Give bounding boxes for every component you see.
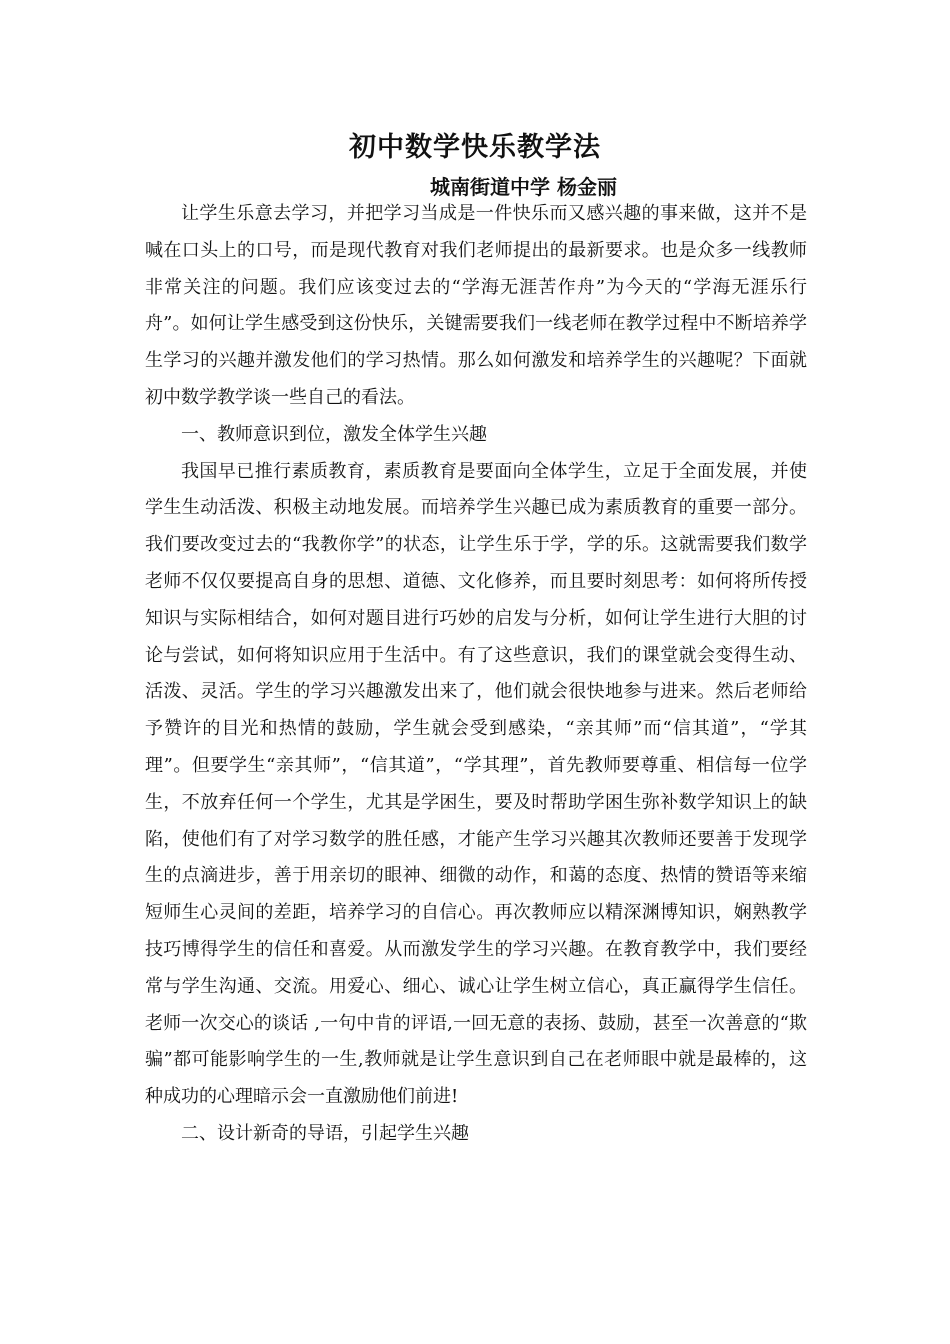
document-title: 初中数学快乐教学法 <box>349 132 601 163</box>
section-heading-2: 二、设计新奇的导语，引起学生兴趣 <box>181 1122 469 1144</box>
section-1-paragraph: 我国早已推行素质教育，素质教育是要面向全体学生，立足于全面发展，并使学生生动活泼、积极主动地发展。而培养学生兴趣已成为素质教育的重要一部分。我们要改变过去的“我教你学”的状态，让学生乐于学，学的乐。这就需要我们数学老师不仅仅要提高自身的思想、道德、文化修养，而且要时刻思考：如何将所传授知识与实际相结合，如何对题目进行巧妙的启发与分析，如何让学生进行大胆的讨论与尝试，如何将知识应用于生活中。有了这些意识，我们的课堂就会变得生动、活泼、灵活。学生的学习兴趣激发出来了，他们就会很快地参与进来。然后老师给予赞许的目光和热情的鼓励，学生就会受到感染，“亲其师”而“信其道”，“学其理”。但要学生“亲其师”，“信其道”，“学其理”，首先教师要尊重、相信每一位学生，不放弃任何一个学生，尤其是学困生，要及时帮助学困生弥补数学知识上的缺陷，使他们有了对学习数学的胜任感，才能产生学习兴趣其次教师还要善于发现学生的点滴进步，善于用亲切的眼神、细微的动作，和蔼的态度、热情的赞语等来缩短师生心灵间的差距，培养学习的自信心。再次教师应以精深渊博知识，娴熟教学技巧博得学生的信任和喜爱。从而激发学生的学习兴趣。在教育教学中，我们要经常与学生沟通、交流。用爱心、细心、诚心让学生树立信心，真正赢得学生信任。老师一次交心的谈话 ,一句中肯的评语,一回无意的表扬、鼓励，甚至一次善意的“欺骗”都可能影响学生的一生,教师就是让学生意识到自己在老师眼中就是最棒的，这种成功的心理暗示会一直激励他们前进! <box>145 460 807 1108</box>
author-line: 城南街道中学 杨金丽 <box>430 175 617 199</box>
intro-paragraph: 让学生乐意去学习，并把学习当成是一件快乐而又感兴趣的事来做，这并不是喊在口头上的口号，而是现代教育对我们老师提出的最新要求。也是众多一线教师非常关注的问题。我们应该变过去的“学海无涯苦作舟”为今天的“学海无涯乐行舟”。如何让学生感受到这份快乐，关键需要我们一线老师在教学过程中不断培养学生学习的兴趣并激发他们的学习热情。那么如何激发和培养学生的兴趣呢？下面就初中数学教学谈一些自己的看法。 <box>145 203 807 408</box>
section-heading-1: 一、教师意识到位，激发全体学生兴趣 <box>181 423 487 445</box>
document-body <box>145 196 807 1153</box>
